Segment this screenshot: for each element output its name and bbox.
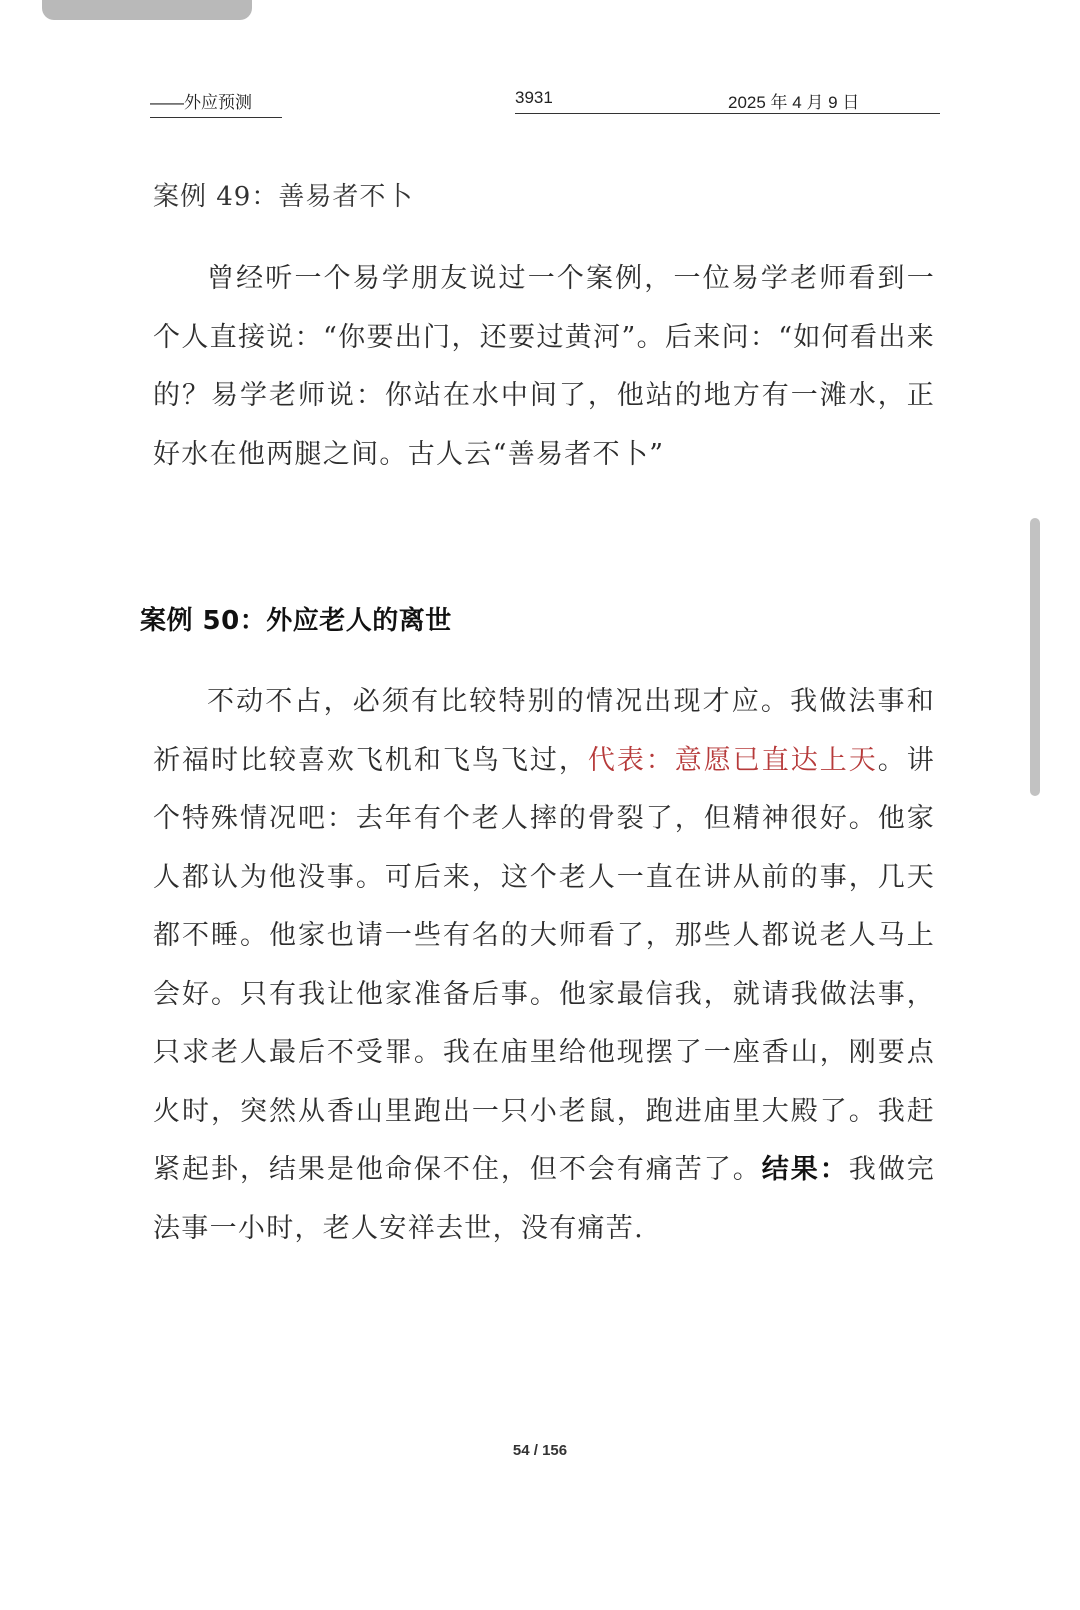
page-header (150, 88, 940, 118)
case50-text-part3: 我做完法事一小时，老人安祥去世，没有痛苦. (153, 1154, 935, 1244)
scrollbar-thumb[interactable] (1030, 518, 1040, 796)
case50-text-part1: 不动不占，必须有比较特别的情况出现才应。我做法事和祈福时比较喜欢飞机和飞鸟飞过， (153, 686, 935, 776)
case50-heading: 案例 50：外应老人的离世 (140, 606, 452, 636)
case50-text-part2: 。讲个特殊情况吧：去年有个老人摔的骨裂了，但精神很好。他家人都认为他没事。可后来，这个老人一直在讲从前的事，几天都不睡。他家也请一些有名的大师看了，那些人都说老人马上会好。只有我让他家准备后事。他家最信我，就请我做法事，只求老人最后不受罪。我在庙里给他现摆了一座香山，刚要点火时，突然从香山里跑出一只小老鼠，跑进庙里大殿了。我赶紧起卦，结果是他命保不住，但不会有痛苦了。 (153, 744, 936, 1185)
case50-paragraph (153, 673, 935, 1258)
header-date: 2025 年 4 月 9 日 (728, 93, 860, 112)
header-document-number: 3931 (515, 88, 553, 107)
case49-paragraph: 曾经听一个易学朋友说过一个案例，一位易学老师看到一个人直接说：“你要出门，还要过黄河”。后来问：“如何看出来的？易学老师说：你站在水中间了，他站的地方有一滩水，正好水在他两腿之间。古人云“善易者不卜” (153, 263, 935, 470)
page-number: 54 / 156 (512, 1442, 568, 1459)
case49-heading: 案例 49：善易者不卜 (153, 182, 414, 212)
status-pill (42, 0, 252, 20)
header-document-title: ——外应预测 (150, 88, 282, 118)
case50-highlight-text: 代表：意愿已直达上天 (587, 744, 878, 776)
header-rule (515, 113, 940, 114)
case50-result-label: 结果： (761, 1154, 849, 1185)
